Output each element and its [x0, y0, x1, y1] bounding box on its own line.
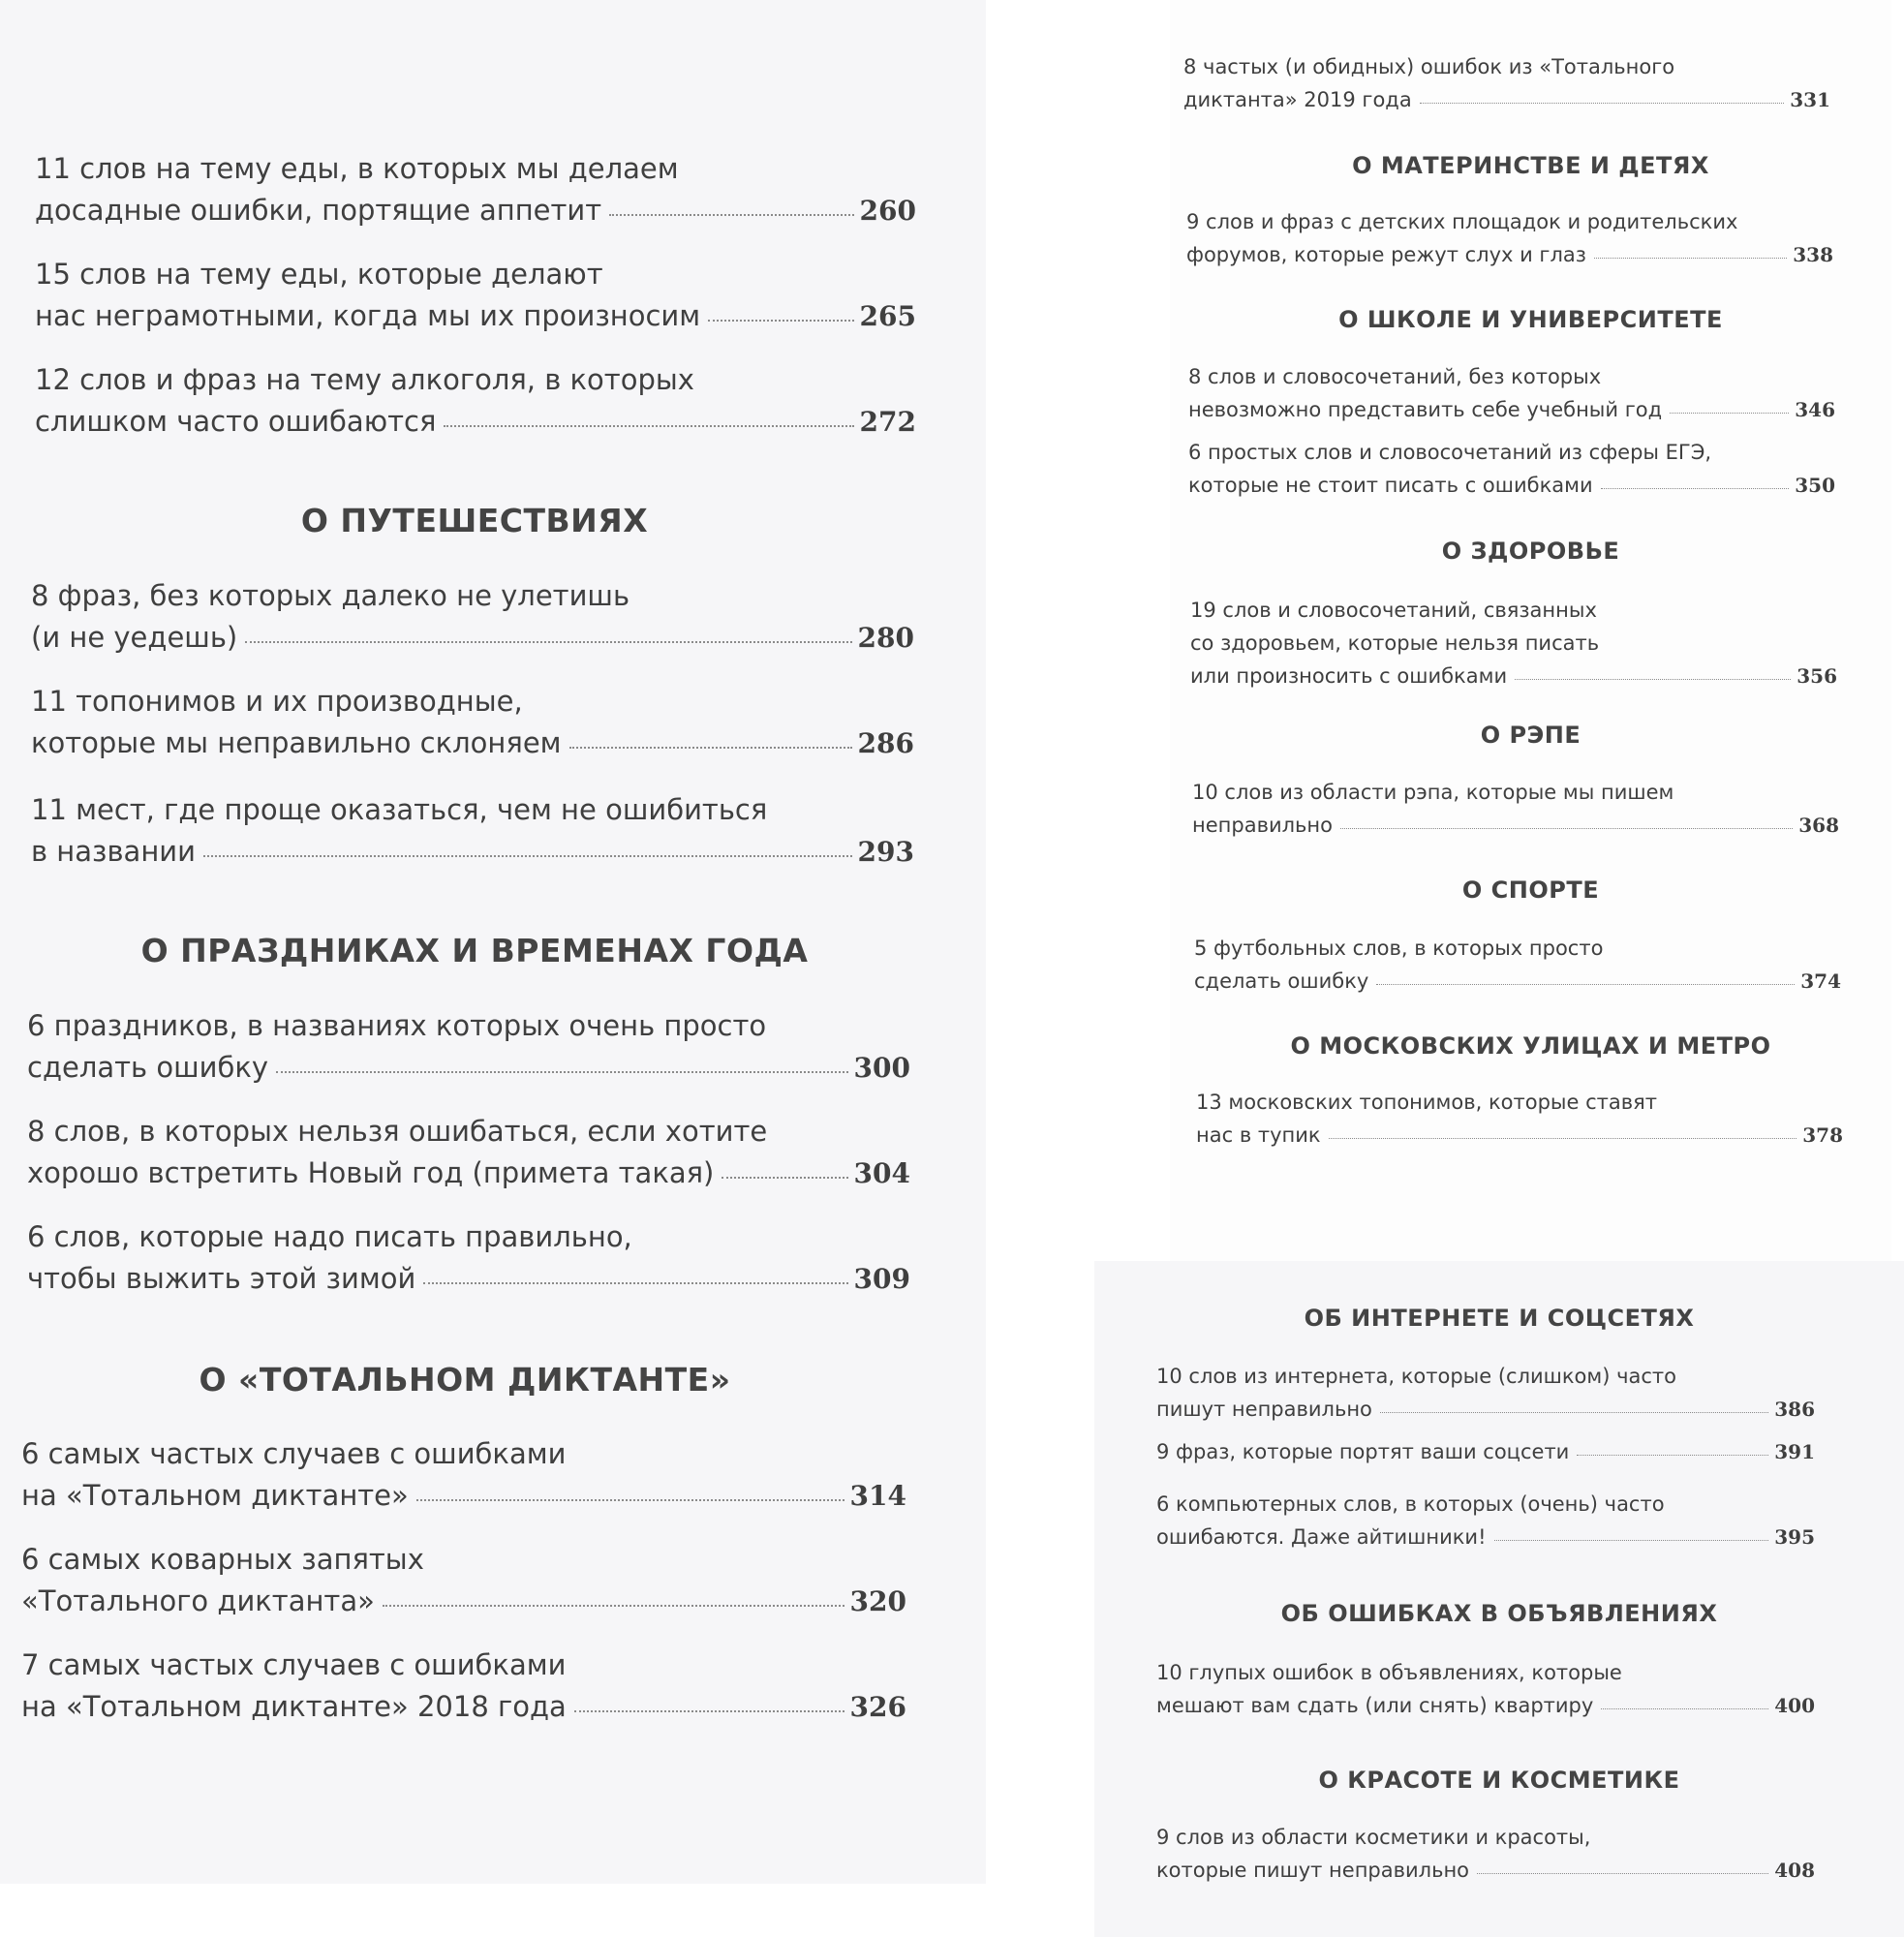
- toc-entry: [35, 359, 916, 443]
- dot-leader: [423, 1282, 847, 1284]
- toc-entry-line: ошибаются. Даже айтишники!: [1156, 1525, 1487, 1549]
- toc-page-right: [1170, 0, 1891, 1261]
- dot-leader: [1329, 1138, 1797, 1139]
- dot-leader: [1594, 258, 1787, 259]
- toc-entry: [1156, 1360, 1815, 1426]
- toc-entry: [1188, 436, 1835, 502]
- dot-leader: [203, 855, 852, 857]
- toc-entry-line: хорошо встретить Новый год (примета такая): [27, 1156, 715, 1189]
- section-heading: ОБ ОШИБКАХ В ОБЪЯВЛЕНИЯХ: [1280, 1600, 1718, 1627]
- section-heading: О ШКОЛЕ И УНИВЕРСИТЕТЕ: [1338, 306, 1723, 333]
- toc-entry: [31, 789, 914, 873]
- toc-entry-line: 9 слов и фраз с детских площадок и родительских: [1186, 210, 1738, 233]
- toc-entry-line: сделать ошибку: [1194, 969, 1369, 993]
- toc-entry-line: слишком часто ошибаются: [35, 405, 437, 438]
- toc-entry: [1196, 1086, 1843, 1152]
- toc-entry-line: 6 простых слов и словосочетаний из сферы ЕГЭ,: [1188, 441, 1712, 464]
- page-number: 280: [857, 622, 914, 654]
- dot-leader: [1340, 828, 1793, 829]
- dot-leader: [722, 1177, 847, 1179]
- dot-leader: [1420, 103, 1785, 104]
- toc-entry: [21, 1539, 906, 1622]
- toc-entry: [1183, 50, 1830, 116]
- toc-entry-line: 10 глупых ошибок в объявлениях, которые: [1156, 1661, 1622, 1684]
- page-number: 338: [1793, 243, 1833, 266]
- toc-entry: [31, 575, 914, 659]
- toc-entry-line: 15 слов на тему еды, которые делают: [35, 258, 603, 291]
- toc-entry-line: 6 самых частых случаев с ошибками: [21, 1437, 567, 1470]
- toc-entry: [21, 1433, 906, 1517]
- toc-entry-line: 11 мест, где проще оказаться, чем не ошибиться: [31, 793, 768, 826]
- dot-leader: [1515, 679, 1791, 680]
- dot-leader: [569, 747, 852, 749]
- section-heading: О ПРАЗДНИКАХ И ВРЕМЕНАХ ГОДА: [140, 932, 809, 969]
- page-number: 368: [1798, 814, 1839, 837]
- dot-leader: [245, 641, 851, 643]
- page-number: 350: [1795, 474, 1835, 497]
- page-number: 331: [1790, 88, 1830, 111]
- page-number: 293: [857, 836, 914, 868]
- dot-leader: [383, 1605, 845, 1607]
- page-number: 260: [859, 195, 916, 227]
- toc-entry-line: нас неграмотными, когда мы их произносим: [35, 299, 701, 332]
- toc-entry-line: которые мы неправильно склоняем: [31, 726, 562, 759]
- page-number: 300: [853, 1052, 910, 1084]
- dot-leader: [1601, 1708, 1768, 1709]
- page-number: 391: [1774, 1440, 1815, 1463]
- section-heading: О ЗДОРОВЬЕ: [1441, 538, 1620, 565]
- toc-entry-line: 7 самых частых случаев с ошибками: [21, 1648, 567, 1681]
- toc-entry-line: на «Тотальном диктанте»: [21, 1479, 409, 1512]
- dot-leader: [574, 1710, 845, 1712]
- toc-entry-line: 9 слов из области косметики и красоты,: [1156, 1826, 1591, 1849]
- toc-entry: [1156, 1488, 1815, 1553]
- page-number: 304: [853, 1157, 910, 1189]
- page-number: 346: [1795, 398, 1835, 421]
- page-number: 314: [849, 1480, 906, 1512]
- toc-entry-line: пишут неправильно: [1156, 1398, 1372, 1421]
- toc-entry-line: в названии: [31, 835, 196, 868]
- page-number: 378: [1802, 1123, 1843, 1147]
- section-heading: О МАТЕРИНСТВЕ И ДЕТЯХ: [1352, 152, 1709, 179]
- toc-page-right-lower: [1094, 1261, 1904, 1937]
- dot-leader: [1577, 1455, 1768, 1456]
- dot-leader: [444, 425, 853, 427]
- toc-entry-line: мешают вам сдать (или снять) квартиру: [1156, 1694, 1594, 1717]
- toc-entry-line: 6 слов, которые надо писать правильно,: [27, 1220, 632, 1253]
- toc-entry: [1190, 594, 1837, 692]
- dot-leader: [416, 1499, 845, 1501]
- toc-entry-line: 9 фраз, которые портят ваши соцсети: [1156, 1440, 1570, 1463]
- page-number: 374: [1800, 969, 1841, 993]
- toc-entry-line: 10 слов из интернета, которые (слишком) часто: [1156, 1365, 1677, 1388]
- toc-entry-line: со здоровьем, которые нельзя писать: [1190, 631, 1600, 655]
- toc-entry: [27, 1005, 910, 1089]
- page-number: 320: [849, 1585, 906, 1617]
- toc-entry: [1194, 932, 1841, 998]
- dot-leader: [1670, 413, 1789, 414]
- page-number: 395: [1774, 1525, 1815, 1549]
- toc-entry-line: 19 слов и словосочетаний, связанных: [1190, 599, 1597, 622]
- page-number: 286: [857, 727, 914, 759]
- toc-entry-line: 6 компьютерных слов, в которых (очень) часто: [1156, 1492, 1665, 1516]
- page-number: 272: [859, 406, 916, 438]
- toc-entry-line: 8 слов, в которых нельзя ошибаться, если хотите: [27, 1115, 768, 1148]
- dot-leader: [1477, 1873, 1768, 1874]
- dot-leader: [708, 320, 853, 322]
- section-heading: О МОСКОВСКИХ УЛИЦАХ И МЕТРО: [1290, 1032, 1771, 1060]
- toc-entry-line: 8 слов и словосочетаний, без которых: [1188, 365, 1602, 388]
- toc-entry-line: нас в тупик: [1196, 1123, 1321, 1147]
- toc-entry-line: 5 футбольных слов, в которых просто: [1194, 937, 1604, 960]
- toc-entry-line: сделать ошибку: [27, 1051, 269, 1084]
- toc-entry-line: 6 праздников, в названиях которых очень просто: [27, 1009, 767, 1042]
- toc-entry-line: форумов, которые режут слух и глаз: [1186, 243, 1586, 266]
- toc-entry-line: 11 топонимов и их производные,: [31, 685, 523, 718]
- section-heading: О РЭПЕ: [1480, 722, 1582, 749]
- dot-leader: [1380, 1412, 1768, 1413]
- page-number: 326: [849, 1691, 906, 1723]
- toc-entry-line: диктанта» 2019 года: [1183, 88, 1412, 111]
- toc-entry: [21, 1645, 906, 1728]
- dot-leader: [609, 214, 853, 216]
- toc-entry: [35, 148, 916, 231]
- section-heading: О СПОРТЕ: [1461, 876, 1600, 904]
- dot-leader: [1601, 488, 1790, 489]
- toc-entry-line: 13 московских топонимов, которые ставят: [1196, 1091, 1657, 1114]
- toc-entry: [31, 681, 914, 764]
- toc-entry: [27, 1216, 910, 1300]
- dot-leader: [1494, 1540, 1769, 1541]
- toc-entry: [1156, 1821, 1815, 1887]
- toc-entry-line: 12 слов и фраз на тему алкоголя, в которых: [35, 363, 694, 396]
- toc-entry-line: 8 частых (и обидных) ошибок из «Тотального: [1183, 55, 1675, 78]
- dot-leader: [276, 1071, 848, 1073]
- toc-entry-line: невозможно представить себе учебный год: [1188, 398, 1663, 421]
- page-number: 356: [1797, 664, 1837, 688]
- page-number: 408: [1774, 1859, 1815, 1882]
- toc-entry-line: которые не стоит писать с ошибками: [1188, 474, 1593, 497]
- toc-entry: [1156, 1435, 1815, 1468]
- section-heading: О КРАСОТЕ И КОСМЕТИКЕ: [1318, 1767, 1680, 1794]
- section-heading: ОБ ИНТЕРНЕТЕ И СОЦСЕТЯХ: [1304, 1305, 1695, 1332]
- toc-entry-line: на «Тотальном диктанте» 2018 года: [21, 1690, 567, 1723]
- toc-entry: [27, 1111, 910, 1194]
- toc-entry-line: «Тотального диктанта»: [21, 1584, 375, 1617]
- toc-entry-line: 6 самых коварных запятых: [21, 1543, 424, 1576]
- toc-entry-line: (и не уедешь): [31, 621, 238, 654]
- page-number: 386: [1774, 1398, 1815, 1421]
- page-number: 265: [859, 300, 916, 332]
- toc-entry-line: или произносить с ошибками: [1190, 664, 1508, 688]
- toc-entry-line: которые пишут неправильно: [1156, 1859, 1470, 1882]
- toc-entry-line: 10 слов из области рэпа, которые мы пишем: [1192, 781, 1674, 804]
- section-heading: О ПУТЕШЕСТВИЯХ: [300, 502, 649, 539]
- page-number: 309: [853, 1263, 910, 1295]
- toc-entry-line: чтобы выжить этой зимой: [27, 1262, 416, 1295]
- section-heading: О «ТОТАЛЬНОМ ДИКТАНТЕ»: [199, 1361, 731, 1399]
- toc-entry-line: 11 слов на тему еды, в которых мы делаем: [35, 152, 679, 185]
- dot-leader: [1376, 984, 1795, 985]
- toc-entry-line: досадные ошибки, портящие аппетит: [35, 194, 602, 227]
- toc-entry-line: 8 фраз, без которых далеко не улетишь: [31, 579, 630, 612]
- toc-entry: [1188, 360, 1835, 426]
- toc-entry-line: неправильно: [1192, 814, 1333, 837]
- toc-entry: [35, 254, 916, 337]
- toc-entry: [1156, 1656, 1815, 1722]
- toc-entry: [1192, 776, 1839, 842]
- toc-entry: [1186, 205, 1833, 271]
- page-number: 400: [1774, 1694, 1815, 1717]
